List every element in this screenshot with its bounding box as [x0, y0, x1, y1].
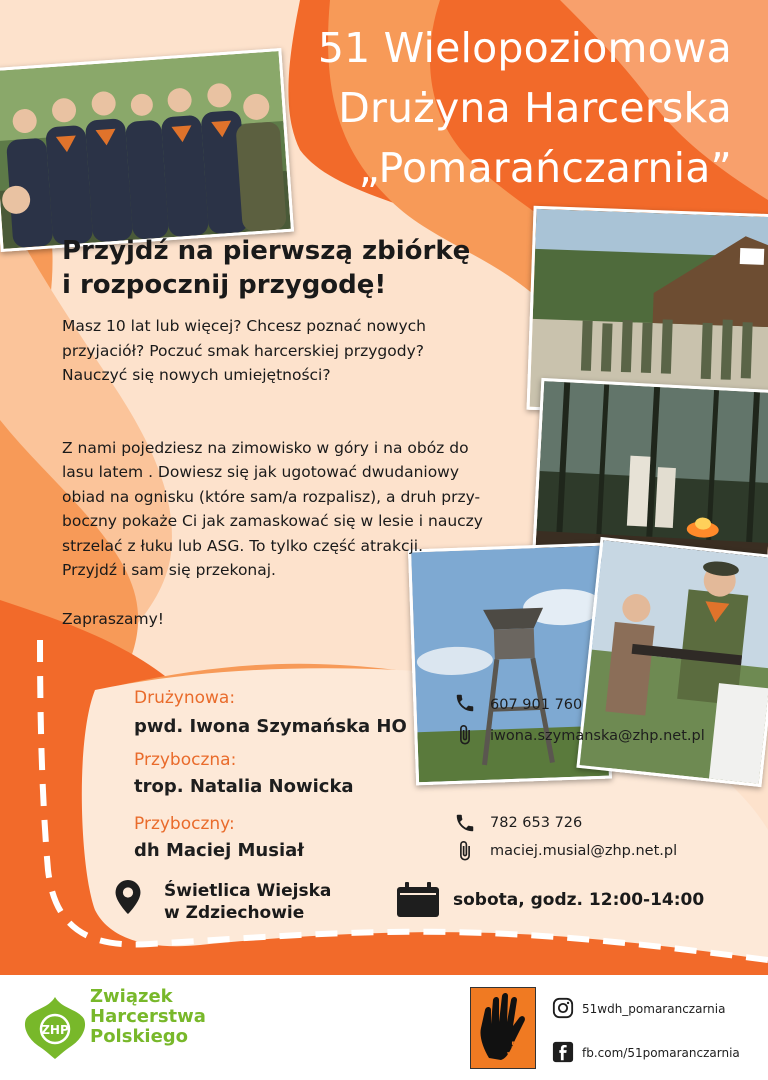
zhp-mark: ZHP: [41, 1023, 69, 1037]
zhp-line-2: Harcerstwa: [90, 1006, 206, 1027]
location-line-2: w Zdziechowie: [164, 903, 305, 923]
instagram-handle[interactable]: 51wdh_pomaranczarnia: [582, 1002, 726, 1016]
details-line-2: lasu latem . Dowiesz się jak ugotować dwudaniowy: [62, 463, 460, 481]
role-druzynowa: Drużynowa:: [134, 688, 236, 708]
headline-line-2: i rozpocznij przygodę!: [62, 270, 387, 300]
unit-mark-number: 51: [511, 1041, 524, 1051]
name-przyboczny: dh Maciej Musiał: [134, 840, 304, 861]
phone-icon: [454, 692, 476, 714]
location-pin-icon: [114, 880, 142, 914]
unit-mark-text: WDH: [507, 1051, 530, 1060]
phone-2[interactable]: 782 653 726: [490, 815, 583, 831]
phone-1[interactable]: 607 901 760: [490, 697, 583, 713]
details-line-4: boczny pokaże Ci jak zamaskować się w lesie i nauczy: [62, 512, 483, 530]
details-line-3: obiad na ognisku (które sam/a rozpalisz), a druh przy-: [62, 487, 481, 506]
facebook-icon: [552, 1041, 574, 1063]
title-line-1: 51 Wielopoziomowa: [317, 24, 732, 72]
headline: [62, 234, 512, 302]
intro-line-3: Nauczyć się nowych umiejętności?: [62, 366, 331, 384]
headline-line-1: Przyjdź na pierwszą zbiórkę: [62, 236, 471, 266]
photo-crossbow-scout: [576, 537, 768, 787]
role-przyboczna: Przyboczna:: [134, 750, 237, 770]
instagram-icon: [552, 997, 574, 1019]
facebook-link[interactable]: fb.com/51pomaranczarnia: [582, 1046, 740, 1060]
hand-logo-icon: [471, 988, 535, 1068]
zhp-line-1: Związek: [90, 986, 173, 1007]
meeting-time: sobota, godz. 12:00-14:00: [453, 890, 705, 910]
intro-line-1: Masz 10 lat lub więcej? Chcesz poznać nowych: [62, 317, 426, 335]
details-line-5: strzelać z łuku lub ASG. To tylko część atrakcji.: [62, 536, 424, 555]
name-druzynowa: pwd. Iwona Szymańska HO: [134, 716, 407, 737]
role-przyboczny: Przyboczny:: [134, 814, 235, 834]
calendar-icon: [396, 882, 440, 918]
details-line-6: Przyjdź i sam się przekonaj.: [62, 561, 276, 579]
email-2[interactable]: maciej.musial@zhp.net.pl: [490, 843, 678, 859]
invite-text: Zapraszamy!: [62, 609, 165, 628]
email-1[interactable]: iwona.szymanska@zhp.net.pl: [490, 728, 705, 744]
body-text: [62, 314, 527, 631]
meeting-location: [164, 880, 331, 924]
zhp-lily-icon: [22, 995, 88, 1061]
footer: [0, 975, 768, 1080]
paperclip-icon: [454, 840, 476, 862]
location-line-1: Świetlica Wiejska: [164, 881, 332, 901]
name-przyboczna: trop. Natalia Nowicka: [134, 776, 354, 797]
title-line-3: „Pomarańczarnia”: [358, 144, 732, 192]
phone-icon: [454, 812, 476, 834]
zhp-line-3: Polskiego: [90, 1026, 189, 1047]
zhp-name: [90, 987, 206, 1047]
photo-scouts-group: [0, 48, 294, 252]
title-line-2: Drużyna Harcerska: [338, 84, 732, 132]
intro-line-2: przyjaciół? Poczuć smak harcerskiej przygody?: [62, 341, 424, 360]
unit-logo: [470, 987, 536, 1069]
details-line-1: Z nami pojedziesz na zimowisko w góry i na obóz do: [62, 438, 469, 457]
paperclip-icon: [454, 724, 476, 746]
